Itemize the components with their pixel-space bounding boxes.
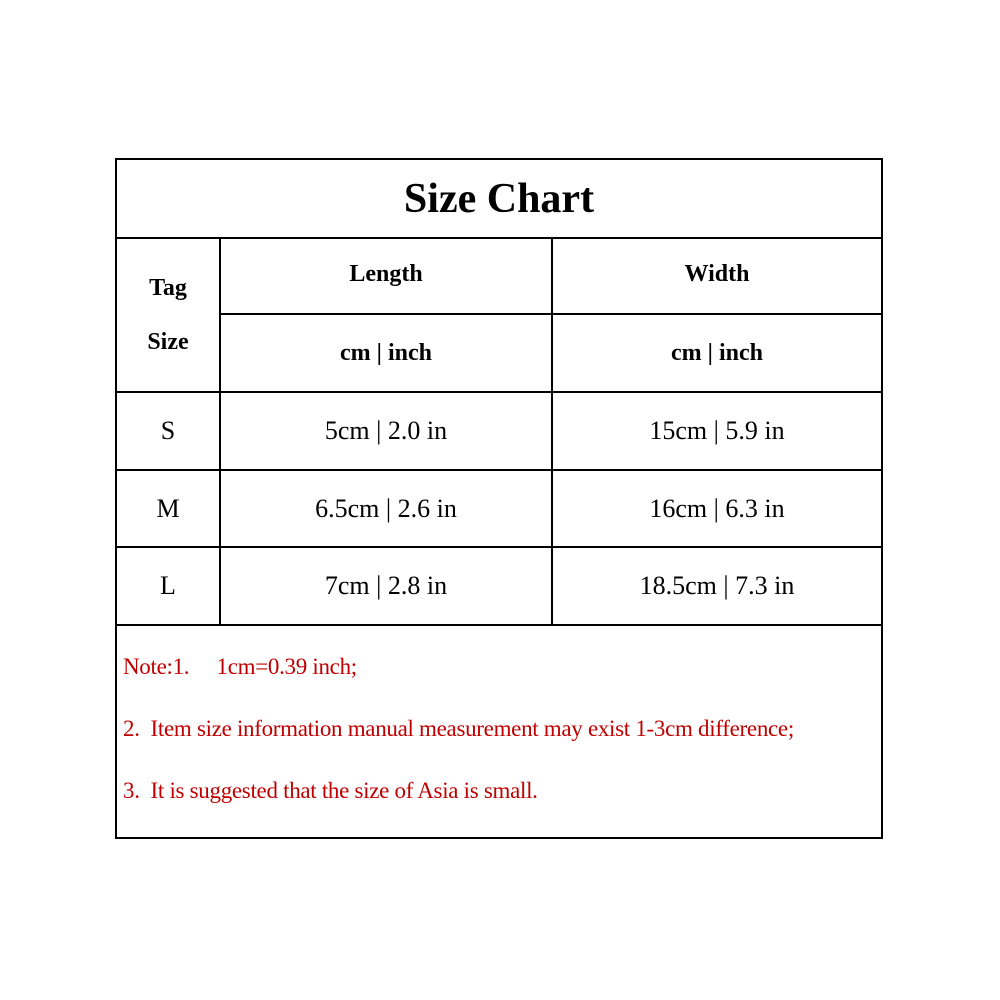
- row-l-size: L: [160, 571, 176, 600]
- tag-size-header-line1: Tag: [149, 275, 187, 301]
- note-2: 2. Item size information manual measurement may exist 1-3cm difference;: [123, 716, 794, 741]
- tag-size-header: [117, 239, 219, 391]
- grid-line-col1: [219, 239, 221, 626]
- note-3: 3. It is suggested that the size of Asia is small.: [123, 778, 538, 803]
- row-l-length: 7cm | 2.8 in: [324, 571, 448, 600]
- grid-line-col2: [551, 239, 553, 626]
- row-m-size: M: [156, 493, 180, 523]
- notes-section: [117, 626, 881, 837]
- length-header: Length: [349, 261, 423, 287]
- size-chart-table: [115, 158, 883, 839]
- grid-line-row-s: [117, 469, 881, 471]
- row-l-width: 18.5cm | 7.3 in: [639, 571, 795, 600]
- width-header: Width: [684, 261, 750, 287]
- width-unit-header: cm | inch: [671, 339, 763, 366]
- grid-line-header-bottom: [117, 391, 881, 393]
- note-1: Note:1. 1cm=0.39 inch;: [123, 654, 357, 679]
- tag-size-header-line2: Size: [147, 329, 189, 355]
- row-m-length: 6.5cm | 2.6 in: [315, 493, 457, 523]
- length-unit-header: cm | inch: [340, 339, 432, 366]
- row-s-length: 5cm | 2.0 in: [324, 416, 448, 445]
- grid-line-header-mid: [221, 313, 881, 315]
- row-s-width: 15cm | 5.9 in: [649, 416, 785, 445]
- row-s-size: S: [160, 416, 176, 445]
- chart-title: Size Chart: [117, 160, 881, 239]
- grid-line-row-m: [117, 546, 881, 548]
- row-m-width: 16cm | 6.3 in: [649, 493, 785, 523]
